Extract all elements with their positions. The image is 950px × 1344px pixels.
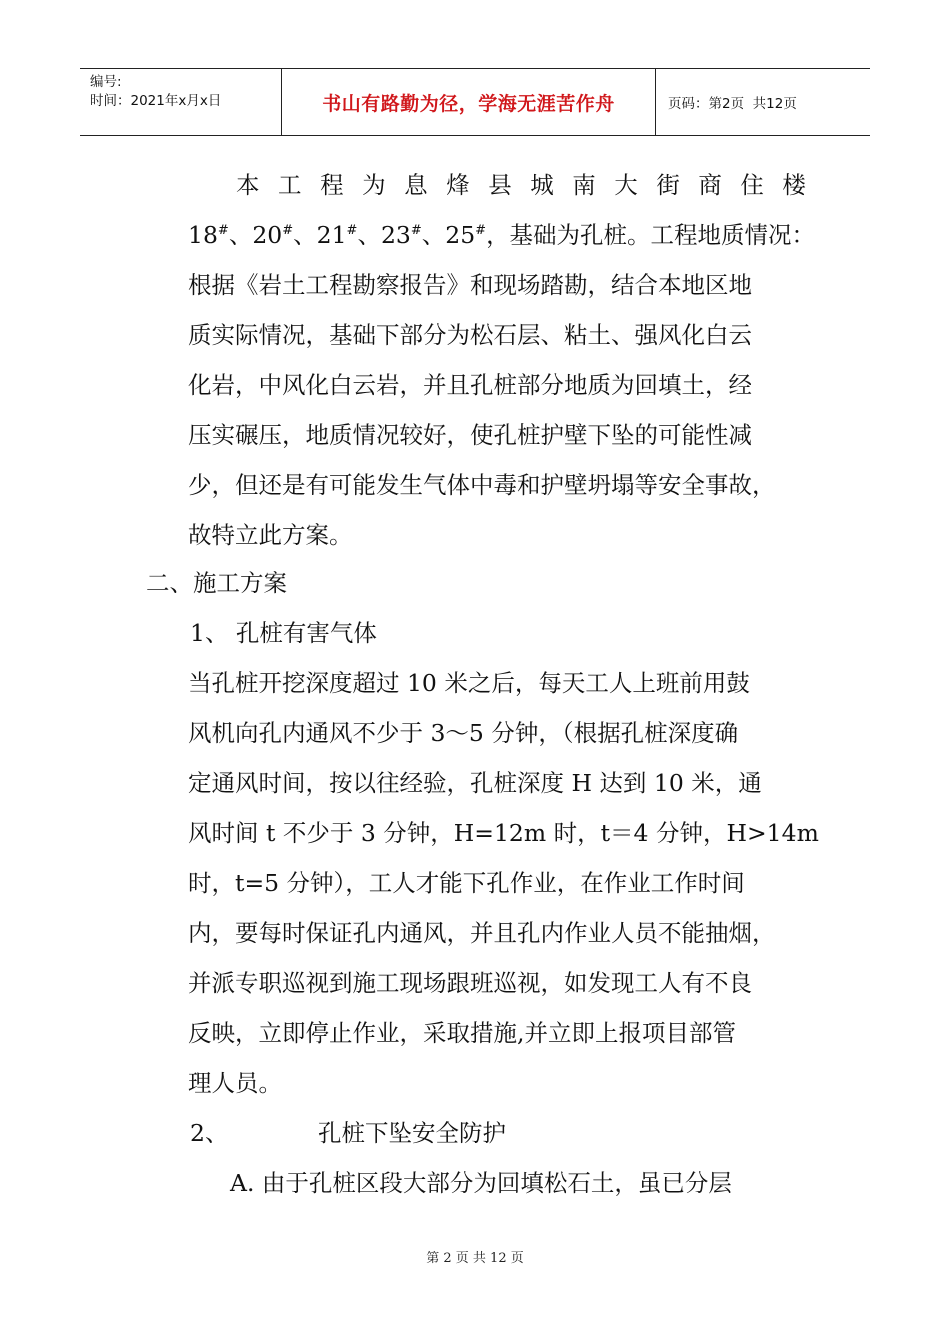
para1-line-4: 质实际情况，基础下部分为松石层、粘土、强风化白云: [188, 321, 752, 349]
number-mark: #: [282, 223, 294, 238]
number-mark: #: [410, 223, 422, 238]
number-mark: #: [217, 223, 229, 238]
item1-line-5: 时，t=5 分钟），工人才能下孔作业，在作业工作时间: [188, 869, 745, 897]
para1-char: 程: [320, 171, 344, 199]
header-meta-cell: [80, 69, 282, 135]
para1-char: 为: [362, 171, 386, 199]
item-2-number: 2、: [190, 1119, 229, 1147]
para1-line-5: 化岩，中风化白云岩，并且孔桩部分地质为回填土，经: [188, 371, 752, 399]
para1-line-2-tail: ，基础为孔桩。工程地质情况：: [486, 221, 816, 249]
item1-line-2: 风机向孔内通风不少于 3～5 分钟，（根据孔桩深度确: [188, 719, 739, 747]
header-motto: 书山有路勤为径，学海无涯苦作舟: [282, 69, 656, 135]
building-number: 21: [316, 221, 347, 249]
para1-line-7: 少，但还是有可能发生气体中毒和护壁坍塌等安全事故，: [188, 471, 776, 499]
para1-line-2: [188, 220, 815, 250]
para1-line-3: 根据《岩土工程勘察报告》和现场踏勘，结合本地区地: [188, 271, 752, 299]
para1-char: 息: [404, 171, 428, 199]
para1-char: 县: [488, 171, 512, 199]
para1-line-1: [236, 170, 806, 200]
item1-line-7: 并派专职巡视到施工现场跟班巡视，如发现工人有不良: [188, 969, 752, 997]
building-number: 20: [252, 221, 283, 249]
item1-line-1: 当孔桩开挖深度超过 10 米之后，每天工人上班前用鼓: [188, 669, 750, 697]
header-page-code: 页码：第2页 共12页: [668, 96, 797, 112]
building-number: 18: [188, 221, 218, 249]
document-number-label: 编号:: [90, 74, 122, 90]
section-2-heading: 二、施工方案: [146, 569, 287, 597]
page-header: [80, 68, 870, 136]
para1-char: 工: [278, 171, 302, 199]
item1-line-9: 理人员。: [188, 1069, 282, 1097]
building-number: 25: [445, 221, 476, 249]
item1-line-3: 定通风时间，按以往经验，孔桩深度 H 达到 10 米，通: [188, 769, 762, 797]
item-A-line: A. 由于孔桩区段大部分为回填松石土，虽已分层: [230, 1169, 732, 1197]
item-2-heading: 孔桩下坠安全防护: [318, 1119, 506, 1147]
separator: 、: [228, 221, 253, 249]
para1-char: 南: [572, 171, 596, 199]
number-mark: #: [475, 223, 487, 238]
para1-char: 商: [698, 171, 722, 199]
item1-line-6: 内，要每时保证孔内通风，并且孔内作业人员不能抽烟，: [188, 919, 776, 947]
para1-line-8: 故特立此方案。: [188, 521, 353, 549]
para1-char: 街: [656, 171, 680, 199]
building-number: 23: [380, 221, 411, 249]
document-time-label: 时间：2021年x月x日: [90, 93, 222, 109]
para1-line-6: 压实碾压，地质情况较好，使孔桩护壁下坠的可能性减: [188, 421, 752, 449]
para1-char: 烽: [446, 171, 470, 199]
para1-char: 本: [236, 171, 260, 199]
item-1-heading: 1、 孔桩有害气体: [190, 619, 377, 647]
para1-char: 大: [614, 171, 638, 199]
para1-char: 城: [530, 171, 554, 199]
number-mark: #: [346, 223, 358, 238]
para1-char: 楼: [782, 171, 806, 199]
header-page-code-cell: [656, 69, 870, 135]
separator: 、: [293, 221, 317, 249]
separator: 、: [421, 221, 446, 249]
separator: 、: [357, 221, 381, 249]
item1-line-8: 反映，立即停止作业，采取措施,并立即上报项目部管: [188, 1019, 736, 1047]
item1-line-4: 风时间 t 不少于 3 分钟，H=12m 时，t＝4 分钟，H>14m: [188, 819, 819, 847]
para1-char: 住: [740, 171, 764, 199]
page-footer: 第 2 页 共 12 页: [426, 1251, 524, 1266]
